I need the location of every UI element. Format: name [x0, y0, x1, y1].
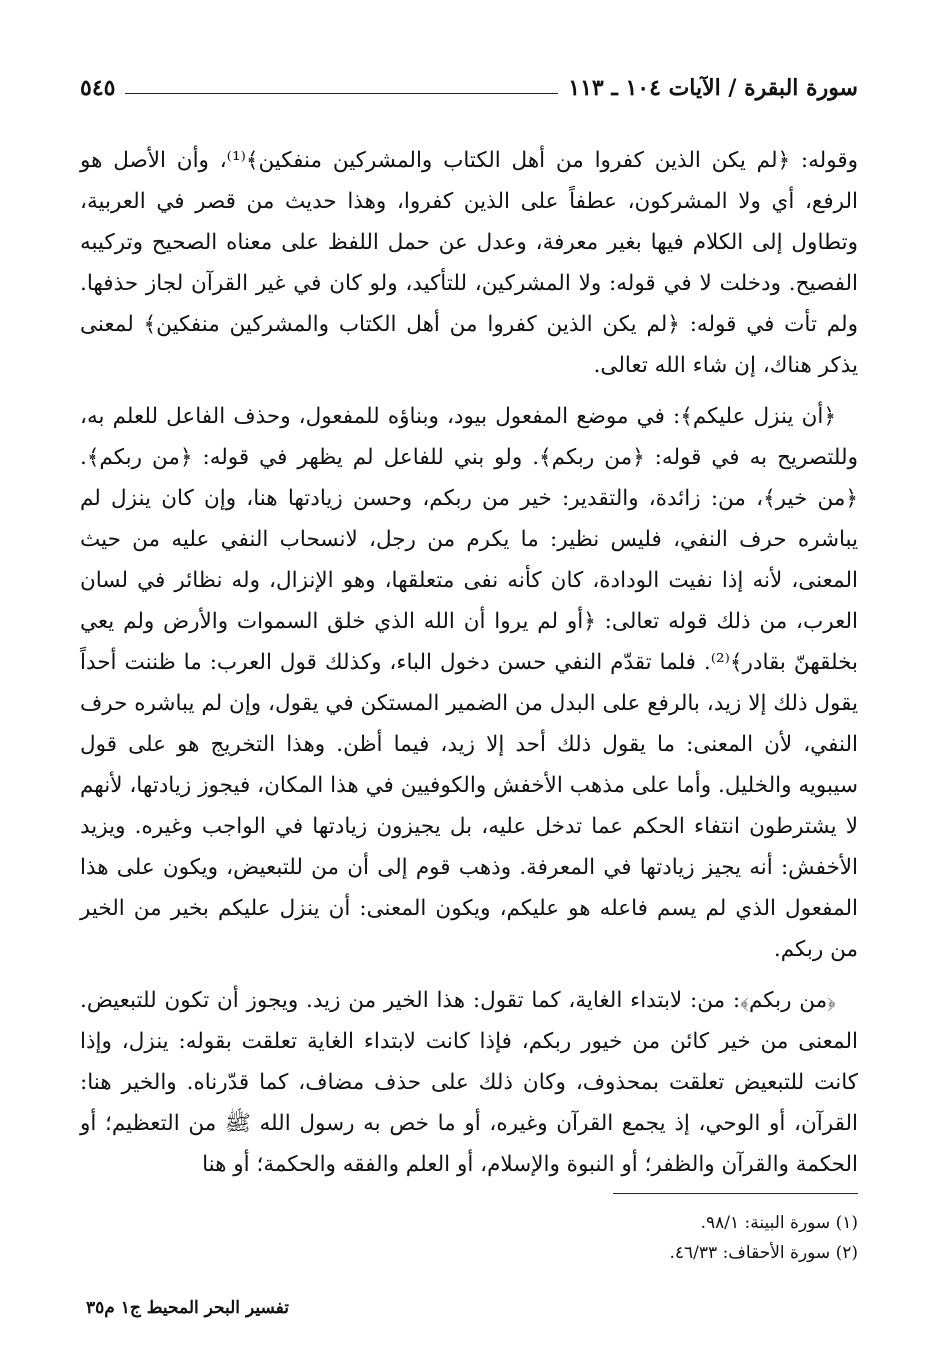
footnote: (٢) سورة الأحقاف: ٤٦/٣٣.	[669, 1243, 858, 1263]
page-header	[80, 70, 858, 106]
running-title: سورة البقرة / الآيات ١٠٤ ـ ١١٣	[568, 75, 858, 101]
main-text	[80, 140, 858, 1195]
paragraph: ﴿أن ينزل عليكم﴾: في موضع المفعول بيود، وبناؤه للمفعول، وحذف الفاعل للعلم به، وللتصريح به في قوله: ﴿من ربكم﴾. ولو بني للفاعل لم يظهر في قوله: ﴿من ربكم﴾. ﴿من خير﴾، من: زائدة، والتقدير: خير من ربكم، وحسن زيادتها هنا، وإن كان ينزل لم يباشره حرف النفي، فليس نظير: ما يكرم من رجل، لانسحاب النفي عليه من حيث المعنى، لأنه إذا نفيت الودادة، كان كأنه نفى متعلقها، وهو الإنزال، وله نظائر في لسان العرب، من ذلك قوله تعالى: ﴿أو لم يروا أن الله الذي خلق السموات والأرض ولم يعي بخلقهنّ بقادر﴾⁽²⁾. فلما تقدّم النفي حسن دخول الباء، وكذلك قول العرب: ما ظننت أحداً يقول ذلك إلا زيد، بالرفع على البدل من الضمير المستكن في يقول، وإن لم يباشره حرف النفي، لأن المعنى: ما يقول ذلك أحد إلا زيد، فيما أظن. وهذا التخريج هو على قول سيبويه والخليل. وأما على مذهب الأخفش والكوفيين في هذا المكان، فيجوز زيادتها، لأنهم لا يشترطون انتفاء الحكم عما تدخل عليه، بل يجيزون زيادتها في الواجب وغيره. ويزيد الأخفش: أنه يجيز زيادتها في المعرفة. وذهب قوم إلى أن من للتبعيض، ويكون على هذا المفعول الذي لم يسم فاعله هو عليكم، ويكون المعنى: أن ينزل عليكم بخير من الخير من ربكم.	[80, 404, 859, 962]
footnote-separator	[613, 1193, 858, 1194]
footnote: (١) سورة البينة: ٩٨/١.	[700, 1213, 858, 1233]
header-rule	[125, 93, 558, 94]
paragraph: وقوله: ﴿لم يكن الذين كفروا من أهل الكتاب والمشركين منفكين﴾⁽¹⁾، وأن الأصل هو الرفع، أي ولا المشركون، عطفاً على الذين كفروا، وهذا حديث من قصر في العربية، وتطاول إلى الكلام فيها بغير معرفة، وعدل عن حمل اللفظ على معناه الصحيح وتركيبه الفصيح. ودخلت لا في قوله: ولا المشركين، للتأكيد، ولو كان في غير القرآن لجاز حذفها. ولم تأت في قوله: ﴿لم يكن الذين كفروا من أهل الكتاب والمشركين منفكين﴾ لمعنى يذكر هناك، إن شاء الله تعالى.	[80, 148, 858, 378]
paragraph: ﴿من ربكم﴾: من: لابتداء الغاية، كما تقول: هذا الخير من زيد. ويجوز أن تكون للتبعيض. المعنى من خير كائن من خيور ربكم، فإذا كانت لابتداء الغاية تعلقت بقوله: ينزل، وإذا كانت للتبعيض تعلقت بمحذوف، وكان ذلك على حذف مضاف، كما قدّرناه. والخير هنا: القرآن، أو الوحي، إذ يجمع القرآن وغيره، أو ما خص به رسول الله ﷺ من التعظيم؛ أو الحكمة والقرآن والظفر؛ أو النبوة والإسلام، أو العلم والفقه والحكمة؛ أو هنا	[80, 988, 858, 1177]
footnotes	[80, 1208, 858, 1268]
page-footer: تفسير البحر المحيط ج١ م٣٥	[86, 1298, 289, 1318]
page-number: ٥٤٥	[80, 75, 116, 101]
